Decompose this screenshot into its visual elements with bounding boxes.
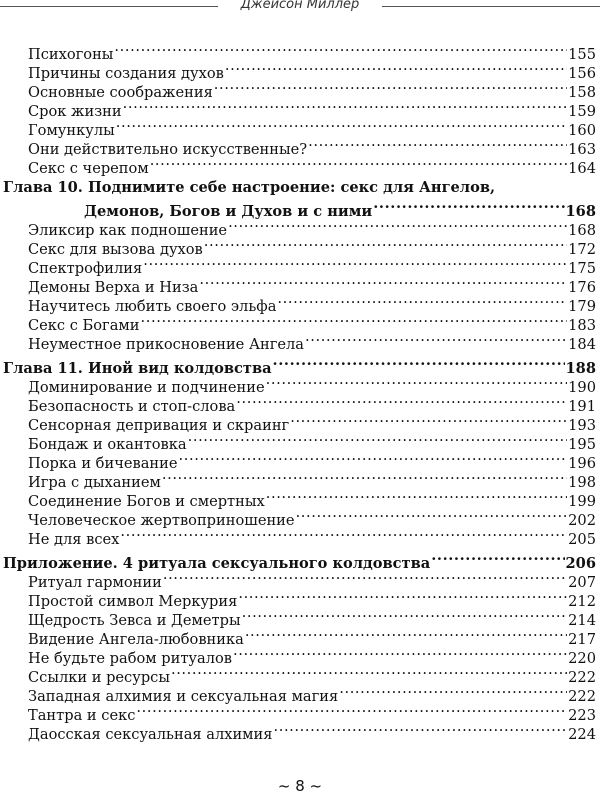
toc-entry-page: 217 [568, 631, 596, 648]
dot-leader [296, 506, 568, 525]
dot-leader [163, 568, 567, 587]
toc-entry [28, 373, 596, 396]
dot-leader [305, 330, 567, 349]
toc-entry [28, 468, 596, 491]
toc-entry-page: 159 [568, 103, 596, 120]
toc-entry-page: 196 [568, 455, 596, 472]
toc-entry [28, 506, 596, 529]
toc-entry-title: Эликсир как подношение [28, 222, 228, 239]
toc-entry-title: Срок жизни [28, 103, 122, 120]
toc-entry-title: Основные соображения [28, 84, 213, 101]
chapter-11-title: Глава 11. Иной вид колдовства [3, 360, 272, 377]
toc-entry [28, 487, 596, 510]
toc-entry [28, 97, 596, 120]
dot-leader [228, 216, 567, 235]
toc-entry-title: Гомункулы [28, 122, 115, 139]
toc-entry-title: Демоны Верха и Низа [28, 279, 199, 296]
toc-entry [28, 311, 596, 334]
toc-entry-page: 172 [568, 241, 596, 258]
toc-entry [28, 568, 596, 591]
toc-entry-page: 224 [568, 726, 596, 743]
toc-entry-title: Ссылки и ресурсы [28, 669, 170, 686]
toc-entry-page: 175 [568, 260, 596, 277]
dot-leader [245, 625, 567, 644]
toc-entry-page: 212 [568, 593, 596, 610]
toc-entry-page: 193 [568, 417, 596, 434]
toc-entry-page: 198 [568, 474, 596, 491]
dot-leader [266, 487, 567, 506]
toc-entry-title: Научитесь любить своего эльфа [28, 298, 277, 315]
toc-entry-page: 168 [568, 222, 596, 239]
toc-entry-page: 179 [568, 298, 596, 315]
toc-entry-title: Секс с черепом [28, 160, 149, 177]
dot-leader [171, 663, 567, 682]
toc-entry [28, 430, 596, 453]
chapter-10-title-cont: Демонов, Богов и Духов и с ними [84, 203, 373, 220]
toc-entry-page: 220 [568, 650, 596, 667]
dot-leader [431, 549, 564, 568]
toc-entry [28, 701, 596, 724]
toc-entry [28, 273, 596, 296]
dot-leader [136, 701, 567, 720]
toc-entry-title: Они действительно искусственные? [28, 141, 308, 158]
dot-leader [114, 40, 567, 59]
dot-leader [143, 254, 567, 273]
toc-entry [28, 59, 596, 82]
dot-leader [273, 720, 567, 739]
toc-entry-title: Сенсорная депривация и скраинг [28, 417, 290, 434]
toc-entry [28, 720, 596, 743]
toc-entry-page: 164 [568, 160, 596, 177]
appendix-title: Приложение. 4 ритуала сексуального колдовства [3, 555, 431, 572]
toc-entry [28, 216, 596, 239]
toc-entry [28, 154, 596, 177]
toc-entry-page: 176 [568, 279, 596, 296]
toc-entry-page: 214 [568, 612, 596, 629]
toc-entry [28, 235, 596, 258]
toc-entry-page: 156 [568, 65, 596, 82]
toc-entry-page: 223 [568, 707, 596, 724]
toc-entry [28, 663, 596, 686]
toc-entry-title: Спектрофилия [28, 260, 143, 277]
dot-leader [233, 644, 567, 663]
dot-leader [308, 135, 567, 154]
dot-leader [123, 97, 568, 116]
toc-entry-page: 222 [568, 688, 596, 705]
header-rule-left [0, 6, 218, 7]
page-number: ~ 8 ~ [277, 777, 323, 795]
toc-entry [28, 40, 596, 63]
toc-entry-title: Бондаж и окантовка [28, 436, 187, 453]
toc-entry-title: Игра с дыханием [28, 474, 161, 491]
toc-entry [28, 78, 596, 101]
toc-entry-title: Неуместное прикосновение Ангела [28, 336, 304, 353]
toc-entry [28, 292, 596, 315]
toc-entry-page: 199 [568, 493, 596, 510]
toc-entry [28, 392, 596, 415]
toc-entry-page: 184 [568, 336, 596, 353]
toc-entry-title: Видение Ангела-любовника [28, 631, 244, 648]
toc-entry [28, 625, 596, 648]
dot-leader [204, 235, 567, 254]
dot-leader [162, 468, 567, 487]
dot-leader [266, 373, 567, 392]
toc-entry [28, 525, 596, 548]
toc-entry-page: 202 [568, 512, 596, 529]
toc-entry [28, 644, 596, 667]
toc-entry-title: Причины создания духов [28, 65, 224, 82]
toc-entry [28, 606, 596, 629]
toc-entry-page: 205 [568, 531, 596, 548]
toc-entry-page: 155 [568, 46, 596, 63]
toc-entry-page: 222 [568, 669, 596, 686]
toc-entry-title: Доминирование и подчинение [28, 379, 265, 396]
author-name: Джейсон Миллер [240, 0, 360, 12]
toc-entry [28, 254, 596, 277]
chapter-10-heading-cont [84, 197, 596, 220]
toc-entry-title: Безопасность и стоп-слова [28, 398, 236, 415]
toc-entry-title: Порка и бичевание [28, 455, 178, 472]
toc-entry-title: Ритуал гармонии [28, 574, 162, 591]
toc-entry-title: Соединение Богов и смертных [28, 493, 265, 510]
dot-leader [273, 354, 565, 373]
dot-leader [290, 411, 567, 430]
toc-entry-page: 191 [568, 398, 596, 415]
toc-entry [28, 330, 596, 353]
toc-entry [28, 116, 596, 139]
dot-leader [214, 78, 567, 97]
toc-entry-page: 160 [568, 122, 596, 139]
toc-entry-title: Не для всех [28, 531, 120, 548]
dot-leader [339, 682, 567, 701]
dot-leader [140, 311, 567, 330]
appendix-heading [3, 549, 596, 572]
toc-entry [28, 449, 596, 472]
toc-entry-title: Человеческое жертвоприношение [28, 512, 295, 529]
toc-entry [28, 411, 596, 434]
appendix-page: 206 [565, 555, 596, 572]
dot-leader [238, 587, 567, 606]
toc-entry-page: 190 [568, 379, 596, 396]
dot-leader [277, 292, 567, 311]
toc-entry-title: Западная алхимия и сексуальная магия [28, 688, 339, 705]
toc-entry-title: Даосская сексуальная алхимия [28, 726, 273, 743]
chapter-10-heading: Глава 10. Поднимите себе настроение: секс для Ангелов, [3, 179, 496, 196]
dot-leader [120, 525, 567, 544]
dot-leader [242, 606, 568, 625]
running-header [0, 0, 600, 14]
toc-entry-title: Секс для вызова духов [28, 241, 203, 258]
dot-leader [225, 59, 567, 78]
dot-leader [116, 116, 567, 135]
dot-leader [179, 449, 568, 468]
toc-entry [28, 682, 596, 705]
dot-leader [236, 392, 567, 411]
toc-entry [28, 135, 596, 158]
toc-entry-page: 195 [568, 436, 596, 453]
toc-entry-title: Щедрость Зевса и Деметры [28, 612, 241, 629]
dot-leader [150, 154, 567, 173]
toc-entry [28, 587, 596, 610]
dot-leader [188, 430, 568, 449]
toc-entry-title: Тантра и секс [28, 707, 136, 724]
dot-leader [199, 273, 567, 292]
chapter-11-page: 188 [565, 360, 596, 377]
header-rule-right [382, 6, 600, 7]
toc-entry-title: Секс с Богами [28, 317, 140, 334]
toc-entry-title: Психогоны [28, 46, 114, 63]
toc-entry-page: 207 [568, 574, 596, 591]
toc-entry-page: 163 [568, 141, 596, 158]
toc-entry-title: Не будьте рабом ритуалов [28, 650, 232, 667]
toc-entry-page: 158 [568, 84, 596, 101]
chapter-11-heading [3, 354, 596, 377]
toc-entry-title: Простой символ Меркурия [28, 593, 238, 610]
chapter-10-page: 168 [565, 203, 596, 220]
dot-leader [373, 197, 564, 216]
toc-entry-page: 183 [568, 317, 596, 334]
